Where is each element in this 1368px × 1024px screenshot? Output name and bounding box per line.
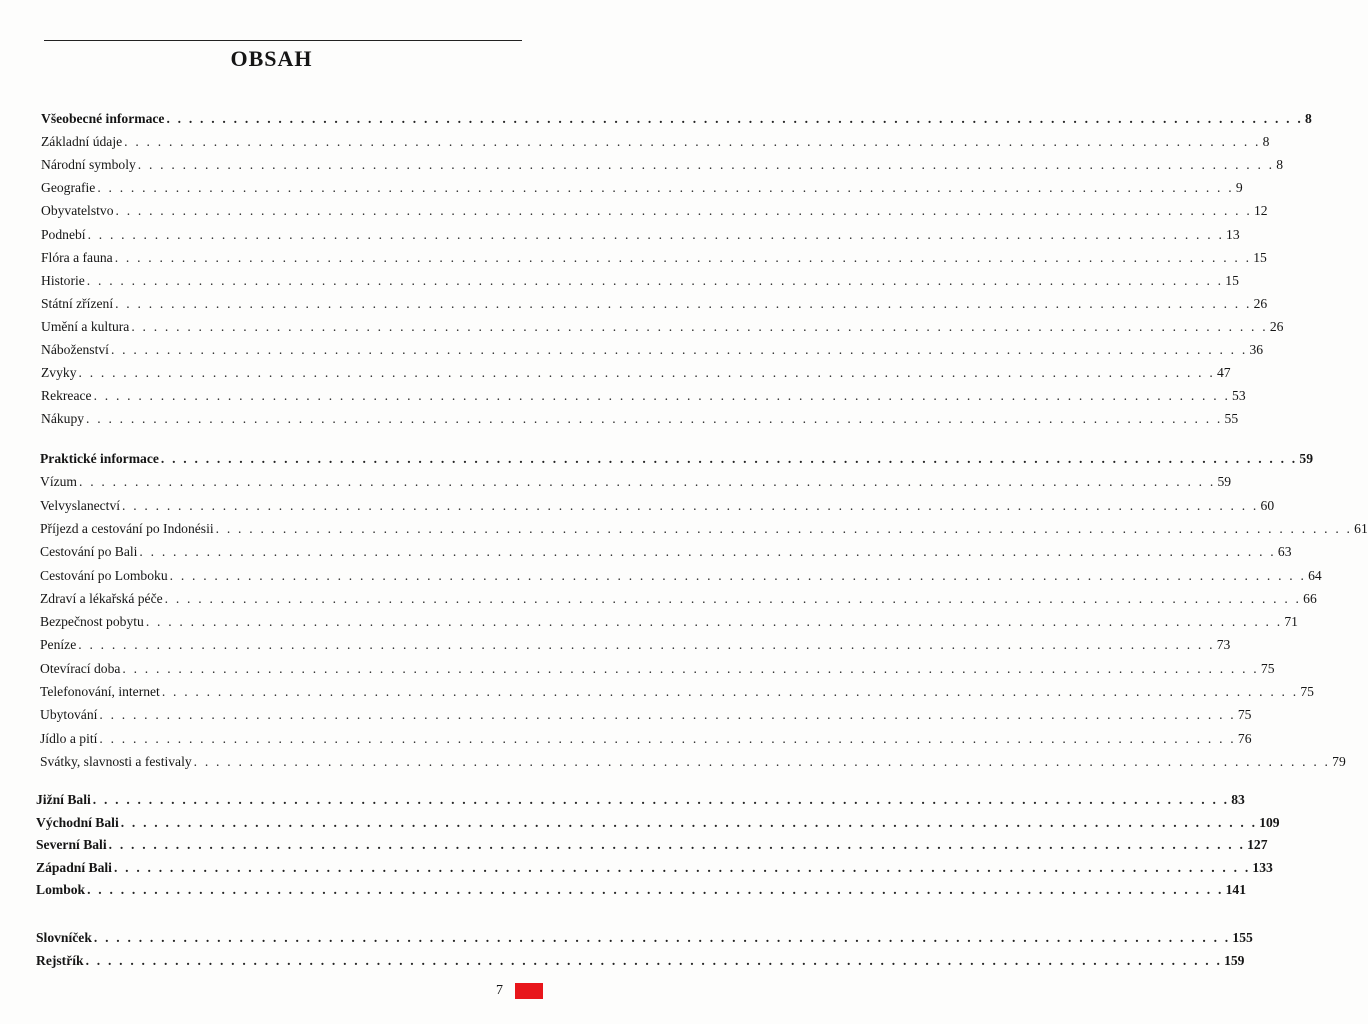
toc-entry-label: Otevírací doba bbox=[40, 660, 121, 676]
toc-entry-page: 159 bbox=[1224, 953, 1245, 968]
dot-leader: . . . . . . . . . . . . . . . . . . . . . . . . . . . . . . . . . . . . . . . . . . . . . . . . . . . . . . . . . . . . . . . . . . . . . . . . . . . . . . . . . . . . . . . . . . . . . . . . . . . . . . bbox=[99, 730, 1236, 746]
toc-entry-page: 15 bbox=[1253, 249, 1267, 265]
toc-entry bbox=[40, 613, 1298, 631]
dot-leader: . . . . . . . . . . . . . . . . . . . . . . . . . . . . . . . . . . . . . . . . . . . . . . . . . . . . . . . . . . . . . . . . . . . . . . . . . . . . . . . . . . . . . . . . . . . . . . . . . . . . . . bbox=[124, 134, 1261, 150]
toc-entry-label: Národní symboly bbox=[41, 157, 136, 173]
toc-entry-label: Peníze bbox=[40, 637, 77, 653]
dot-leader: . . . . . . . . . . . . . . . . . . . . . . . . . . . . . . . . . . . . . . . . . . . . . . . . . . . . . . . . . . . . . . . . . . . . . . . . . . . . . . . . . . . . . . . . . . . . . . . . . . . . . . bbox=[122, 660, 1259, 676]
toc-entry bbox=[36, 952, 1245, 970]
toc-entry-page: 59 bbox=[1299, 451, 1313, 466]
dot-leader: . . . . . . . . . . . . . . . . . . . . . . . . . . . . . . . . . . . . . . . . . . . . . . . . . . . . . . . . . . . . . . . . . . . . . . . . . . . . . . . . . . . . . . . . . . . . . . . . . . . . . . bbox=[97, 180, 1234, 196]
toc-entry-label: Praktické informace bbox=[40, 451, 159, 466]
toc-entry bbox=[40, 497, 1275, 515]
dot-leader: . . . . . . . . . . . . . . . . . . . . . . . . . . . . . . . . . . . . . . . . . . . . . . . . . . . . . . . . . . . . . . . . . . . . . . . . . . . . . . . . . . . . . . . . . . . . . . . . . . . . . . bbox=[120, 814, 1258, 830]
toc-entry-label: Geografie bbox=[41, 180, 96, 196]
toc-entry-page: 13 bbox=[1226, 226, 1240, 242]
toc-entry-label: Jídlo a pití bbox=[40, 730, 98, 746]
toc-entry-page: 8 bbox=[1276, 157, 1284, 173]
dot-leader: . . . . . . . . . . . . . . . . . . . . . . . . . . . . . . . . . . . . . . . . . . . . . . . . . . . . . . . . . . . . . . . . . . . . . . . . . . . . . . . . . . . . . . . . . . . . . . . . . . . . . . bbox=[110, 342, 1248, 357]
toc-entry-page: 83 bbox=[1231, 792, 1245, 807]
toc-entry-label: Obyvatelstvo bbox=[41, 203, 114, 219]
toc-entry bbox=[41, 295, 1268, 313]
toc-entry-label: Východní Bali bbox=[36, 814, 119, 830]
dot-leader: . . . . . . . . . . . . . . . . . . . . . . . . . . . . . . . . . . . . . . . . . . . . . . . . . . . . . . . . . . . . . . . . . . . . . . . . . . . . . . . . . . . . . . . . . . . . . . . . . . . . . . bbox=[131, 318, 1268, 334]
toc-entry-page: 59 bbox=[1217, 474, 1232, 490]
toc-entry-label: Všeobecné informace bbox=[41, 111, 165, 126]
toc-entry-label: Historie bbox=[41, 272, 85, 288]
toc-entry bbox=[41, 110, 1312, 128]
dot-leader: . . . . . . . . . . . . . . . . . . . . . . . . . . . . . . . . . . . . . . . . . . . . . . . . . . . . . . . . . . . . . . . . . . . . . . . . . . . . . . . . . . . . . . . . . . . . . . . . . . . . . . bbox=[86, 272, 1224, 288]
toc-entry-label: Státní zřízení bbox=[41, 295, 114, 311]
toc-entry-label: Slovníček bbox=[36, 930, 92, 945]
toc-entry-label: Cestování po Lomboku bbox=[40, 567, 168, 583]
dot-leader: . . . . . . . . . . . . . . . . . . . . . . . . . . . . . . . . . . . . . . . . . . . . . . . . . . . . . . . . . . . . . . . . . . . . . . . . . . . . . . . . . . . . . . . . . . . . . . . . . . . . . . bbox=[93, 930, 1231, 945]
toc-entry bbox=[40, 683, 1314, 701]
toc-entry-page: 61 bbox=[1354, 520, 1368, 536]
toc-entry-page: 64 bbox=[1308, 567, 1322, 583]
toc-entry-page: 12 bbox=[1253, 203, 1268, 219]
toc-entry-page: 36 bbox=[1249, 342, 1264, 357]
toc-entry bbox=[41, 156, 1284, 174]
toc-entry bbox=[36, 836, 1268, 854]
toc-entry-label: Cestování po Bali bbox=[40, 544, 138, 560]
dot-leader: . . . . . . . . . . . . . . . . . . . . . . . . . . . . . . . . . . . . . . . . . . . . . . . . . . . . . . . . . . . . . . . . . . . . . . . . . . . . . . . . . . . . . . . . . . . . . . . . . . . . . . bbox=[87, 226, 1225, 242]
toc-entry bbox=[40, 450, 1313, 468]
toc-entry-page: 73 bbox=[1216, 637, 1231, 653]
dot-leader: . . . . . . . . . . . . . . . . . . . . . . . . . . . . . . . . . . . . . . . . . . . . . . . . . . . . . . . . . . . . . . . . . . . . . . . . . . . . . . . . . . . . . . . . . . . . . . . . . . . . . . bbox=[92, 792, 1230, 807]
dot-leader: . . . . . . . . . . . . . . . . . . . . . . . . . . . . . . . . . . . . . . . . . . . . . . . . . . . . . . . . . . . . . . . . . . . . . . . . . . . . . . . . . . . . . . . . . . . . . . . . . . . . . . bbox=[139, 544, 1276, 560]
toc-entry-page: 47 bbox=[1216, 365, 1231, 381]
dot-leader: . . . . . . . . . . . . . . . . . . . . . . . . . . . . . . . . . . . . . . . . . . . . . . . . . . . . . . . . . . . . . . . . . . . . . . . . . . . . . . . . . . . . . . . . . . . . . . . . . . . . . . bbox=[113, 859, 1251, 875]
toc-entry-page: 63 bbox=[1277, 544, 1292, 560]
dot-leader: . . . . . . . . . . . . . . . . . . . . . . . . . . . . . . . . . . . . . . . . . . . . . . . . . . . . . . . . . . . . . . . . . . . . . . . . . . . . . . . . . . . . . . . . . . . . . . . . . . . . . . bbox=[166, 111, 1303, 126]
toc-entry-page: 26 bbox=[1269, 318, 1284, 334]
toc-entry-page: 53 bbox=[1232, 388, 1246, 404]
toc-entry-label: Zdraví a lékařská péče bbox=[40, 590, 163, 606]
toc-entry-label: Flóra a fauna bbox=[41, 249, 113, 265]
toc-entry bbox=[36, 929, 1253, 947]
toc-entry bbox=[41, 387, 1246, 405]
dot-leader: . . . . . . . . . . . . . . . . . . . . . . . . . . . . . . . . . . . . . . . . . . . . . . . . . . . . . . . . . . . . . . . . . . . . . . . . . . . . . . . . . . . . . . . . . . . . . . . . . . . . . . bbox=[115, 203, 1252, 219]
toc-entry bbox=[40, 706, 1252, 724]
toc-entry bbox=[36, 859, 1273, 877]
toc-entry-label: Náboženství bbox=[41, 342, 109, 357]
toc-entry-page: 75 bbox=[1300, 684, 1314, 699]
toc-entry bbox=[40, 730, 1252, 748]
dot-leader: . . . . . . . . . . . . . . . . . . . . . . . . . . . . . . . . . . . . . . . . . . . . . . . . . . . . . . . . . . . . . . . . . . . . . . . . . . . . . . . . . . . . . . . . . . . . . . . . . . . . . . bbox=[114, 249, 1252, 265]
toc-entry bbox=[41, 318, 1284, 336]
red-page-tab bbox=[515, 983, 543, 999]
toc-entry bbox=[40, 473, 1232, 491]
toc-entry-page: 155 bbox=[1232, 930, 1253, 945]
toc-entry bbox=[40, 636, 1231, 654]
toc-entry-label: Ubytování bbox=[40, 707, 98, 723]
dot-leader: . . . . . . . . . . . . . . . . . . . . . . . . . . . . . . . . . . . . . . . . . . . . . . . . . . . . . . . . . . . . . . . . . . . . . . . . . . . . . . . . . . . . . . . . . . . . . . . . . . . . . . bbox=[85, 953, 1223, 968]
dot-leader: . . . . . . . . . . . . . . . . . . . . . . . . . . . . . . . . . . . . . . . . . . . . . . . . . . . . . . . . . . . . . . . . . . . . . . . . . . . . . . . . . . . . . . . . . . . . . . . . . . . . . . bbox=[137, 157, 1275, 173]
toc-entry-label: Lombok bbox=[36, 882, 86, 898]
toc-entry-page: 55 bbox=[1224, 411, 1239, 427]
toc-entry-page: 60 bbox=[1260, 497, 1275, 513]
toc-entry-label: Podnebí bbox=[41, 226, 86, 242]
toc-entry-label: Rejstřík bbox=[36, 953, 84, 968]
toc-entry-page: 66 bbox=[1303, 590, 1317, 606]
dot-leader: . . . . . . . . . . . . . . . . . . . . . . . . . . . . . . . . . . . . . . . . . . . . . . . . . . . . . . . . . . . . . . . . . . . . . . . . . . . . . . . . . . . . . . . . . . . . . . . . . . . . . . bbox=[78, 365, 1215, 381]
dot-leader: . . . . . . . . . . . . . . . . . . . . . . . . . . . . . . . . . . . . . . . . . . . . . . . . . . . . . . . . . . . . . . . . . . . . . . . . . . . . . . . . . . . . . . . . . . . . . . . . . . . . . . bbox=[215, 520, 1353, 536]
dot-leader: . . . . . . . . . . . . . . . . . . . . . . . . . . . . . . . . . . . . . . . . . . . . . . . . . . . . . . . . . . . . . . . . . . . . . . . . . . . . . . . . . . . . . . . . . . . . . . . . . . . . . . bbox=[169, 567, 1307, 583]
dot-leader: . . . . . . . . . . . . . . . . . . . . . . . . . . . . . . . . . . . . . . . . . . . . . . . . . . . . . . . . . . . . . . . . . . . . . . . . . . . . . . . . . . . . . . . . . . . . . . . . . . . . . . bbox=[79, 474, 1216, 490]
toc-entry bbox=[41, 364, 1231, 382]
dot-leader: . . . . . . . . . . . . . . . . . . . . . . . . . . . . . . . . . . . . . . . . . . . . . . . . . . . . . . . . . . . . . . . . . . . . . . . . . . . . . . . . . . . . . . . . . . . . . . . . . . . . . . bbox=[122, 497, 1259, 513]
toc-entry-page: 79 bbox=[1332, 753, 1346, 769]
dot-leader: . . . . . . . . . . . . . . . . . . . . . . . . . . . . . . . . . . . . . . . . . . . . . . . . . . . . . . . . . . . . . . . . . . . . . . . . . . . . . . . . . . . . . . . . . . . . . . . . . . . . . . bbox=[99, 707, 1236, 723]
toc-entry bbox=[36, 814, 1280, 832]
toc-entry-label: Severní Bali bbox=[36, 837, 107, 853]
toc-entry-page: 8 bbox=[1262, 134, 1270, 150]
toc-entry-label: Rekreace bbox=[41, 388, 92, 404]
dot-leader: . . . . . . . . . . . . . . . . . . . . . . . . . . . . . . . . . . . . . . . . . . . . . . . . . . . . . . . . . . . . . . . . . . . . . . . . . . . . . . . . . . . . . . . . . . . . . . . . . . . . . . bbox=[193, 753, 1331, 769]
toc-entry-label: Jižní Bali bbox=[36, 792, 91, 807]
dot-leader: . . . . . . . . . . . . . . . . . . . . . . . . . . . . . . . . . . . . . . . . . . . . . . . . . . . . . . . . . . . . . . . . . . . . . . . . . . . . . . . . . . . . . . . . . . . . . . . . . . . . . . bbox=[108, 837, 1246, 853]
toc-entry-page: 8 bbox=[1304, 111, 1312, 126]
toc-entry bbox=[41, 272, 1239, 290]
toc-entry-page: 109 bbox=[1259, 814, 1280, 830]
toc-entry bbox=[36, 791, 1245, 809]
page-number: 7 bbox=[496, 983, 503, 998]
toc-entry bbox=[40, 753, 1346, 771]
toc-entry bbox=[40, 567, 1322, 585]
dot-leader: . . . . . . . . . . . . . . . . . . . . . . . . . . . . . . . . . . . . . . . . . . . . . . . . . . . . . . . . . . . . . . . . . . . . . . . . . . . . . . . . . . . . . . . . . . . . . . . . . . . . . . bbox=[86, 411, 1223, 427]
toc-entry-label: Umění a kultura bbox=[41, 318, 130, 334]
toc-entry bbox=[40, 520, 1368, 538]
toc-entry-page: 15 bbox=[1225, 272, 1239, 288]
dot-leader: . . . . . . . . . . . . . . . . . . . . . . . . . . . . . . . . . . . . . . . . . . . . . . . . . . . . . . . . . . . . . . . . . . . . . . . . . . . . . . . . . . . . . . . . . . . . . . . . . . . . . . bbox=[161, 684, 1299, 699]
toc-entry bbox=[41, 410, 1239, 428]
toc-entry bbox=[41, 249, 1267, 267]
toc-entry-page: 26 bbox=[1253, 295, 1268, 311]
toc-entry-label: Bezpečnost pobytu bbox=[40, 614, 144, 630]
toc-entry bbox=[36, 881, 1246, 899]
toc-entry-page: 127 bbox=[1247, 837, 1268, 853]
toc-entry-page: 75 bbox=[1260, 660, 1275, 676]
page-title: OBSAH bbox=[230, 46, 313, 71]
toc-entry bbox=[40, 660, 1275, 678]
toc-entry bbox=[41, 202, 1268, 220]
toc-entry-label: Svátky, slavnosti a festivaly bbox=[40, 753, 192, 769]
toc-entry bbox=[41, 226, 1240, 244]
dot-leader: . . . . . . . . . . . . . . . . . . . . . . . . . . . . . . . . . . . . . . . . . . . . . . . . . . . . . . . . . . . . . . . . . . . . . . . . . . . . . . . . . . . . . . . . . . . . . . . . . . . . . . bbox=[160, 451, 1298, 466]
toc-entry-page: 76 bbox=[1237, 730, 1252, 746]
dot-leader: . . . . . . . . . . . . . . . . . . . . . . . . . . . . . . . . . . . . . . . . . . . . . . . . . . . . . . . . . . . . . . . . . . . . . . . . . . . . . . . . . . . . . . . . . . . . . . . . . . . . . . bbox=[164, 590, 1302, 606]
toc-entry-label: Velvyslanectví bbox=[40, 497, 121, 513]
toc-entry-page: 141 bbox=[1225, 882, 1246, 898]
toc-entry bbox=[40, 543, 1292, 561]
toc-entry bbox=[40, 590, 1317, 608]
toc-entry-label: Západní Bali bbox=[36, 859, 112, 875]
toc-entry-label: Vízum bbox=[40, 474, 77, 490]
toc-entry bbox=[41, 179, 1243, 197]
toc-entry bbox=[41, 133, 1270, 151]
dot-leader: . . . . . . . . . . . . . . . . . . . . . . . . . . . . . . . . . . . . . . . . . . . . . . . . . . . . . . . . . . . . . . . . . . . . . . . . . . . . . . . . . . . . . . . . . . . . . . . . . . . . . . bbox=[93, 388, 1231, 404]
toc-entry-page: 9 bbox=[1235, 180, 1243, 196]
toc-entry-label: Nákupy bbox=[41, 411, 85, 427]
toc-entry-page: 133 bbox=[1252, 859, 1273, 875]
toc-entry-label: Zvyky bbox=[41, 365, 77, 381]
dot-leader: . . . . . . . . . . . . . . . . . . . . . . . . . . . . . . . . . . . . . . . . . . . . . . . . . . . . . . . . . . . . . . . . . . . . . . . . . . . . . . . . . . . . . . . . . . . . . . . . . . . . . . bbox=[78, 637, 1215, 653]
toc-entry bbox=[41, 341, 1264, 359]
dot-leader: . . . . . . . . . . . . . . . . . . . . . . . . . . . . . . . . . . . . . . . . . . . . . . . . . . . . . . . . . . . . . . . . . . . . . . . . . . . . . . . . . . . . . . . . . . . . . . . . . . . . . . bbox=[115, 295, 1252, 311]
toc-entry-label: Telefonování, internet bbox=[40, 684, 160, 699]
toc-entry-page: 71 bbox=[1284, 614, 1298, 630]
toc-entry-label: Příjezd a cestování po Indonésii bbox=[40, 520, 214, 536]
dot-leader: . . . . . . . . . . . . . . . . . . . . . . . . . . . . . . . . . . . . . . . . . . . . . . . . . . . . . . . . . . . . . . . . . . . . . . . . . . . . . . . . . . . . . . . . . . . . . . . . . . . . . . bbox=[87, 882, 1224, 898]
dot-leader: . . . . . . . . . . . . . . . . . . . . . . . . . . . . . . . . . . . . . . . . . . . . . . . . . . . . . . . . . . . . . . . . . . . . . . . . . . . . . . . . . . . . . . . . . . . . . . . . . . . . . . bbox=[145, 614, 1283, 630]
toc-entry-page: 75 bbox=[1237, 707, 1252, 723]
toc-entry-label: Základní údaje bbox=[41, 134, 123, 150]
